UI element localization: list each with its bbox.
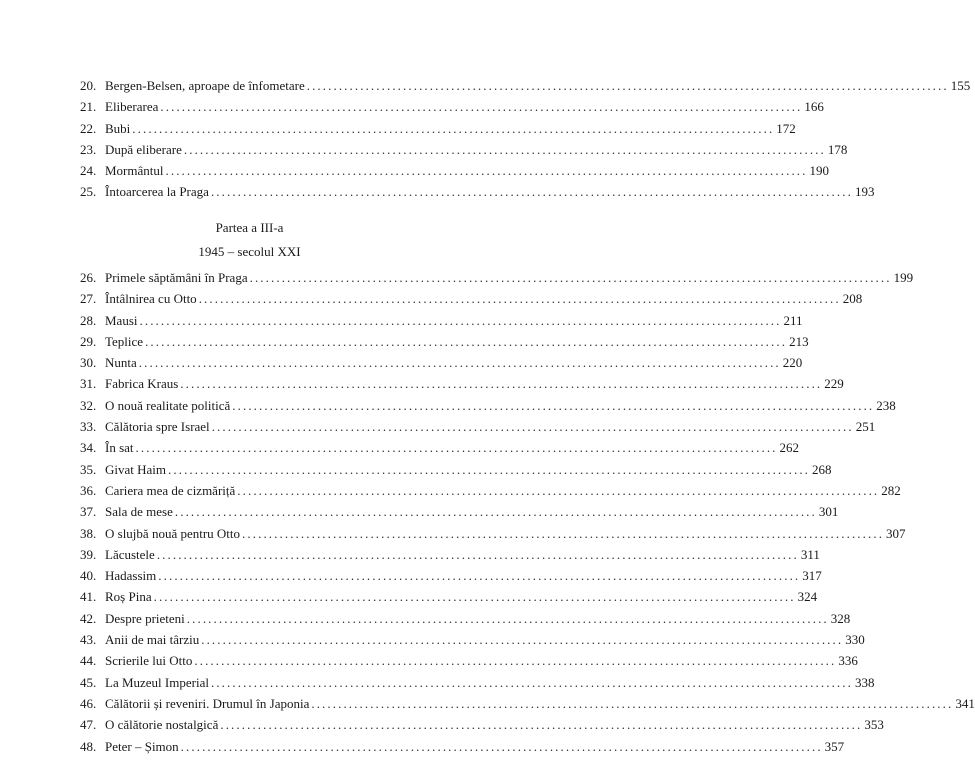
dot-leader: ........................................................................................................................ [183, 141, 826, 157]
dot-leader: ........................................................................................................................ [156, 546, 799, 562]
toc-entry-title: Călătoria spre Israel [105, 419, 210, 435]
toc-entry-page-number: 301 [818, 504, 839, 520]
toc-entry [80, 565, 822, 586]
toc-entry-number: 31. [80, 376, 97, 392]
dot-leader: ........................................................................................................................ [180, 376, 823, 392]
dot-leader: ........................................................................................................................ [165, 163, 808, 179]
toc-entry-page-number: 357 [824, 738, 845, 754]
toc-entry [80, 629, 865, 650]
toc-entry [80, 288, 863, 309]
toc-entry [80, 310, 803, 331]
toc-entry-page-number: 353 [864, 717, 884, 733]
toc-entry-title: După eliberare [105, 141, 182, 157]
toc-entry-page-number: 330 [845, 632, 865, 648]
toc-entry-page-number: 172 [776, 120, 796, 136]
toc-entry-number: 42. [80, 610, 97, 626]
toc-entry-number: 30. [80, 355, 97, 371]
dot-leader: ........................................................................................................................ [201, 632, 844, 648]
dot-leader: ........................................................................................................................ [132, 120, 775, 136]
toc-entry-title: Fabrica Kraus [105, 376, 179, 392]
dot-leader: ........................................................................................................................ [138, 355, 781, 371]
toc-entry-number: 29. [80, 333, 97, 349]
dot-leader: ........................................................................................................................ [237, 482, 880, 498]
dot-leader: ........................................................................................................................ [198, 291, 841, 307]
toc-entry-page-number: 190 [809, 163, 829, 179]
toc-entry [80, 523, 906, 544]
toc-entry-page-number: 208 [842, 291, 863, 307]
toc-entry-title: Bubi [105, 120, 131, 136]
toc-entry-page-number: 328 [830, 610, 851, 626]
toc-entry-page-number: 324 [797, 589, 818, 605]
toc-entry [80, 352, 803, 373]
toc-entry-title: Nunta [105, 355, 137, 371]
toc-entry [80, 118, 796, 139]
dot-leader: ........................................................................................................................ [145, 333, 788, 349]
dot-leader: ........................................................................................................................ [194, 653, 837, 669]
toc-entry-page-number: 317 [802, 568, 822, 584]
toc-entry-page-number: 220 [782, 355, 803, 371]
toc-entry-number: 41. [80, 589, 97, 605]
toc-entry-page-number: 178 [827, 141, 848, 157]
dot-leader: ........................................................................................................................ [249, 270, 892, 285]
toc-entry-page-number: 282 [881, 482, 901, 498]
toc-entry-number: 26. [80, 270, 97, 285]
dot-leader: ........................................................................................................................ [158, 568, 801, 584]
toc-entry-page-number: 251 [855, 419, 876, 435]
toc-entry-title: Sala de mese [105, 504, 173, 520]
toc-entry-title: Mausi [105, 312, 138, 328]
dot-leader: ........................................................................................................................ [232, 397, 875, 413]
toc-entry-number: 33. [80, 419, 97, 435]
dot-leader: ........................................................................................................................ [160, 99, 803, 115]
toc-entry [80, 160, 829, 181]
toc-entry-page-number: 311 [800, 546, 820, 562]
toc-entry-page-number: 211 [783, 312, 803, 328]
toc-entry-page-number: 166 [804, 99, 824, 115]
toc-entry-number: 48. [80, 738, 97, 754]
toc-entry [80, 96, 824, 117]
toc-entry-number: 46. [80, 695, 97, 711]
part-title: Partea a III-a [215, 220, 284, 235]
toc-entry-page-number: 268 [812, 461, 832, 477]
toc-entry [80, 181, 875, 202]
toc-entry-number: 34. [80, 440, 97, 456]
toc-entry [80, 608, 851, 629]
toc-entry-number: 32. [80, 397, 97, 413]
toc-entry [80, 693, 975, 714]
toc-entry [80, 416, 876, 437]
toc-entry-title: La Muzeul Imperial [105, 674, 209, 690]
dot-leader: ........................................................................................................................ [220, 717, 863, 733]
toc-entry-number: 27. [80, 291, 97, 307]
toc-entry-page-number: 338 [854, 674, 875, 690]
dot-leader: ........................................................................................................................ [311, 695, 954, 711]
dot-leader: ........................................................................................................................ [242, 525, 885, 541]
toc-entry-page-number: 262 [779, 440, 800, 456]
dot-leader: ........................................................................................................................ [211, 419, 854, 435]
toc-entry-number: 28. [80, 312, 97, 328]
toc-entry-page-number: 336 [838, 653, 858, 669]
toc-entry-number: 44. [80, 653, 97, 669]
toc-entry-title: Întoarcerea la Praga [105, 184, 209, 200]
toc-entry [80, 395, 896, 416]
toc-entry-number: 25. [80, 184, 97, 200]
dot-leader: ........................................................................................................................ [306, 78, 949, 93]
toc-entry [80, 672, 875, 693]
toc-entry-title: Primele săptămâni în Praga [105, 270, 248, 285]
toc-entry-title: Givat Haim [105, 461, 167, 477]
toc-entry [80, 586, 818, 607]
toc-entry-title: Roș Pina [105, 589, 152, 605]
toc-entry-title: Întâlnirea cu Otto [105, 291, 197, 307]
toc-entry [80, 331, 809, 352]
toc-entry [80, 75, 971, 96]
dot-leader: ........................................................................................................................ [135, 440, 778, 456]
toc-entry [80, 139, 848, 160]
toc-entry [80, 437, 800, 458]
dot-leader: ........................................................................................................................ [153, 589, 796, 605]
toc-entry-title: O nouă realitate politică [105, 397, 231, 413]
toc-entry-title: Cariera mea de cizmăriță [105, 482, 236, 498]
toc-entry-page-number: 213 [789, 333, 809, 349]
dot-leader: ........................................................................................................................ [139, 312, 782, 328]
toc-entry-title: O călătorie nostalgică [105, 717, 219, 733]
toc-entry-title: Scrierile lui Otto [105, 653, 193, 669]
toc-entry-number: 45. [80, 674, 97, 690]
dot-leader: ........................................................................................................................ [168, 461, 811, 477]
toc-entry-number: 43. [80, 632, 97, 648]
toc-entry-title: O slujbă nouă pentru Otto [105, 525, 241, 541]
toc-entry-page-number: 229 [824, 376, 844, 392]
toc-entry-number: 21. [80, 99, 97, 115]
toc-entry-number: 39. [80, 546, 97, 562]
toc-entry-page-number: 199 [893, 270, 914, 285]
toc-entry-title: Despre prieteni [105, 610, 185, 626]
toc-entry-title: Călătorii și reveniri. Drumul în Japonia [105, 695, 310, 711]
toc-entry-number: 35. [80, 461, 97, 477]
toc-entry-title: Teplice [105, 333, 144, 349]
toc-entry [80, 267, 914, 288]
toc-entry [80, 650, 858, 671]
toc-entry-number: 38. [80, 525, 97, 541]
toc-entry-number: 36. [80, 482, 97, 498]
toc-entry-number: 47. [80, 717, 97, 733]
toc-entry-page-number: 193 [854, 184, 875, 200]
toc-section-part-3 [80, 267, 975, 757]
part-subtitle: 1945 – secolul XXI [198, 244, 301, 259]
toc-entry-number: 24. [80, 163, 97, 179]
dot-leader: ........................................................................................................................ [174, 504, 817, 520]
toc-entry-page-number: 238 [876, 397, 896, 413]
toc-section-part-2-end [80, 75, 971, 203]
toc-entry [80, 501, 839, 522]
toc-entry-number: 40. [80, 568, 97, 584]
toc-entry [80, 373, 844, 394]
dot-leader: ........................................................................................................................ [210, 184, 853, 200]
toc-entry-title: Hadassim [105, 568, 157, 584]
toc-entry [80, 714, 884, 735]
toc-entry-page-number: 155 [950, 78, 971, 93]
toc-entry [80, 544, 820, 565]
toc-entry-title: Bergen-Belsen, aproape de înfometare [105, 78, 305, 93]
toc-entry [80, 480, 901, 501]
toc-entry-number: 37. [80, 504, 97, 520]
toc-entry-title: Anii de mai târziu [105, 632, 200, 648]
toc-entry-number: 23. [80, 141, 97, 157]
toc-entry-title: Mormântul [105, 163, 164, 179]
toc-entry-title: În sat [105, 440, 134, 456]
toc-entry [80, 736, 845, 757]
toc-entry-title: Lăcustele [105, 546, 155, 562]
toc-entry-page-number: 341 [955, 695, 975, 711]
toc-entry-page-number: 307 [886, 525, 906, 541]
toc-entry-number: 22. [80, 120, 97, 136]
dot-leader: ........................................................................................................................ [210, 674, 853, 690]
dot-leader: ........................................................................................................................ [186, 610, 829, 626]
toc-entry-title: Peter – Șimon [105, 738, 179, 754]
toc-entry-number: 20. [80, 78, 97, 93]
toc-entry-title: Eliberarea [105, 99, 159, 115]
dot-leader: ........................................................................................................................ [180, 738, 823, 754]
toc-entry [80, 459, 832, 480]
